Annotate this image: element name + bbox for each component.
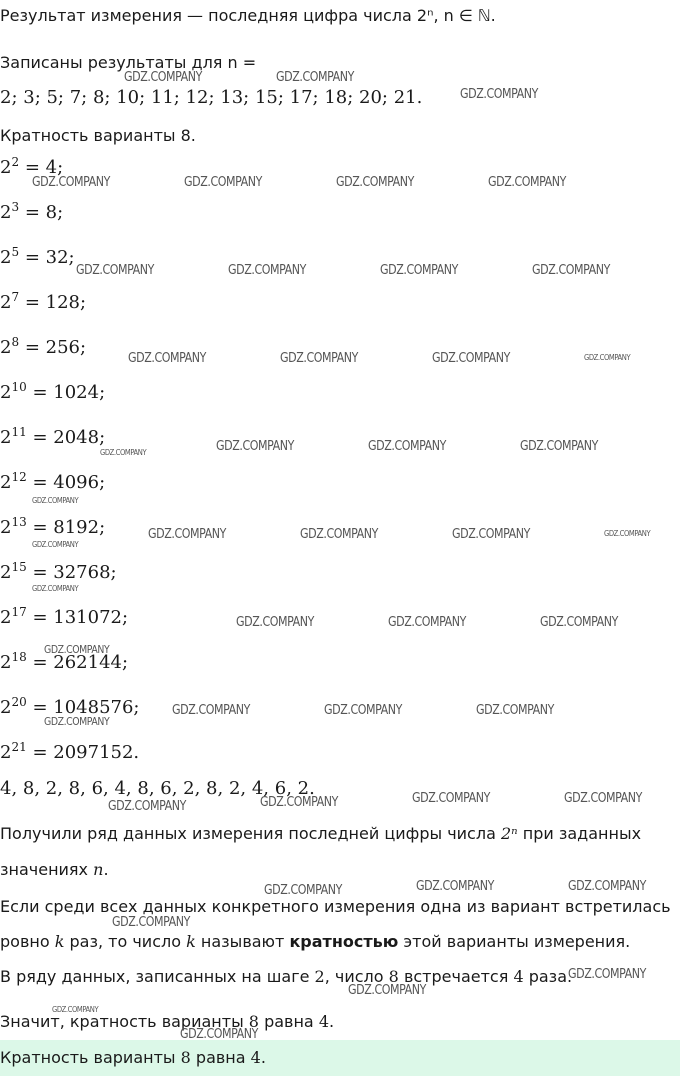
watermark: GDZ.COMPANY: [452, 527, 530, 542]
power-row: $2^{20} = 1048576$;: [0, 695, 140, 718]
power-row: $2^{17} = 131072$;: [0, 605, 129, 628]
power-row: $2^{13} = 8192$;: [0, 515, 106, 538]
paragraph-2-line-1: Если среди всех данных конкретного измерения одна из вариант встретилась: [0, 897, 671, 916]
watermark: GDZ.COMPANY: [568, 967, 646, 982]
watermark: GDZ.COMPANY: [604, 529, 651, 538]
power-row: $2^5 = 32$;: [0, 245, 75, 268]
watermark: GDZ.COMPANY: [532, 263, 610, 278]
watermark: GDZ.COMPANY: [564, 791, 642, 806]
written-for-text: Записаны результаты для n =: [0, 53, 257, 72]
watermark: GDZ.COMPANY: [216, 439, 294, 454]
power-row: $2^{10} = 1024$;: [0, 380, 106, 403]
watermark: GDZ.COMPANY: [172, 703, 250, 718]
multiplicity-heading: Кратность варианты 8.: [0, 126, 196, 145]
watermark: GDZ.COMPANY: [348, 983, 426, 998]
n-values-line: [0, 87, 422, 108]
term-bold: кратностью: [289, 932, 399, 951]
watermark: GDZ.COMPANY: [236, 615, 314, 630]
paragraph-2-line-2: ровно k раз, то число k называют кратностью этой варианты измерения.: [0, 932, 631, 951]
paragraph-1-line-2: значениях n.: [0, 860, 109, 879]
answer-text: Кратность варианты 8 равна 4.: [0, 1048, 266, 1067]
power-row: $2^{15} = 32768$;: [0, 560, 117, 583]
power-row: $2^{21} = 2097152$.: [0, 740, 140, 763]
watermark: GDZ.COMPANY: [52, 1005, 99, 1014]
watermark: GDZ.COMPANY: [476, 703, 554, 718]
watermark: GDZ.COMPANY: [416, 879, 494, 894]
watermark: GDZ.COMPANY: [260, 795, 338, 810]
paragraph-1-line-1: Получили ряд данных измерения последней цифры числа 2ⁿ при заданных: [0, 824, 642, 843]
watermark: GDZ.COMPANY: [112, 915, 190, 930]
power-row: $2^{11} = 2048$;: [0, 425, 106, 448]
watermark: GDZ.COMPANY: [184, 175, 262, 190]
watermark: GDZ.COMPANY: [32, 584, 79, 593]
digit-row: 4, 8, 2, 8, 6, 4, 8, 6, 2, 8, 2, 4, 6, 2.: [0, 778, 315, 799]
power-row: $2^8 = 256$;: [0, 335, 87, 358]
watermark: GDZ.COMPANY: [540, 615, 618, 630]
watermark: GDZ.COMPANY: [280, 351, 358, 366]
watermark: GDZ.COMPANY: [44, 643, 110, 656]
watermark: GDZ.COMPANY: [32, 175, 110, 190]
power-row: $2^{12} = 4096$;: [0, 470, 106, 493]
watermark: GDZ.COMPANY: [228, 263, 306, 278]
watermark: GDZ.COMPANY: [520, 439, 598, 454]
watermark: GDZ.COMPANY: [336, 175, 414, 190]
watermark: GDZ.COMPANY: [276, 70, 354, 85]
watermark: GDZ.COMPANY: [584, 353, 631, 362]
watermark: GDZ.COMPANY: [264, 883, 342, 898]
watermark: GDZ.COMPANY: [108, 799, 186, 814]
watermark: GDZ.COMPANY: [488, 175, 566, 190]
paragraph-3: В ряду данных, записанных на шаге 2, число 8 встречается 4 раза.: [0, 967, 573, 986]
watermark: GDZ.COMPANY: [368, 439, 446, 454]
watermark: GDZ.COMPANY: [44, 715, 110, 728]
watermark: GDZ.COMPANY: [76, 263, 154, 278]
watermark: GDZ.COMPANY: [148, 527, 226, 542]
watermark: GDZ.COMPANY: [180, 1027, 258, 1042]
watermark: GDZ.COMPANY: [568, 879, 646, 894]
conclusion: Значит, кратность варианты 8 равна 4.: [0, 1012, 335, 1031]
watermark: GDZ.COMPANY: [460, 87, 538, 102]
power-row: $2^3 = 8$;: [0, 200, 64, 223]
intro-line: [0, 6, 496, 25]
watermark: GDZ.COMPANY: [412, 791, 490, 806]
watermark: GDZ.COMPANY: [300, 527, 378, 542]
power-row: $2^7 = 128$;: [0, 290, 87, 313]
watermark: GDZ.COMPANY: [380, 263, 458, 278]
watermark: GDZ.COMPANY: [100, 448, 147, 457]
watermark: GDZ.COMPANY: [32, 496, 79, 505]
watermark: GDZ.COMPANY: [324, 703, 402, 718]
power-row: $2^2 = 4$;: [0, 155, 64, 178]
watermark: GDZ.COMPANY: [32, 540, 79, 549]
power-row: $2^{18} = 262144$;: [0, 650, 129, 673]
intro-text: Результат измерения — последняя цифра числа 2ⁿ, n ∈ ℕ.: [0, 6, 496, 25]
watermark: GDZ.COMPANY: [124, 70, 202, 85]
watermark: GDZ.COMPANY: [432, 351, 510, 366]
watermark: GDZ.COMPANY: [388, 615, 466, 630]
watermark: GDZ.COMPANY: [128, 351, 206, 366]
n-values: 2; 3; 5; 7; 8; 10; 11; 12; 13; 15; 17; 18; 20; 21.: [0, 87, 423, 108]
